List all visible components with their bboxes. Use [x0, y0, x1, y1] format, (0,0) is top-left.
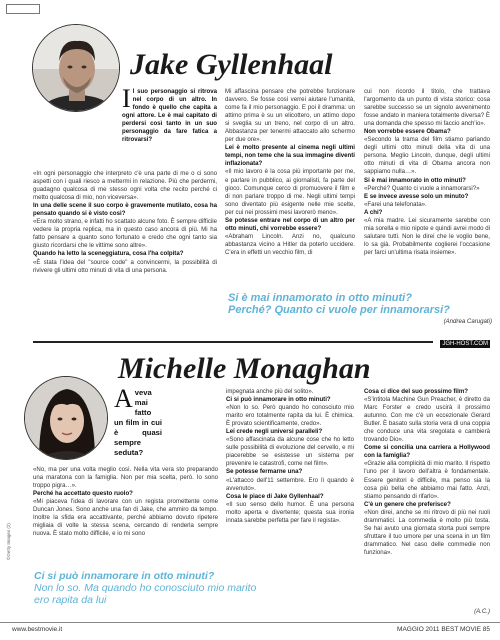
- interview-question: Lei è molto presente al cinema negli ultimi tempi, non teme che la sua immagine diventi inflazionata?: [225, 144, 355, 168]
- interview-answer: «Il mio lavoro è la cosa più importante per me, e parlare in pubblico, ai giornalisti, fa parte del gioco. Comunque cerco di promuovere il film e di non parlare troppo di me. Negli ultimi tempi sono diventato più esigente nelle mie scelte, per cui nei prossimi mesi lavorerò meno».: [225, 168, 355, 216]
- michelle-signature: (A.C.): [474, 608, 490, 615]
- interview-answer: «Secondo la trama del film stiamo parlando degli ultimi otto minuti della vita di una persona. Meglio Lincoln, dunque, degli ultimi otto minuti di vita di Obama ancora non sappiamo nulla…».: [364, 136, 490, 176]
- michelle-column-2: [226, 388, 354, 568]
- footer-rule: [0, 622, 500, 623]
- jake-pullquote-line2: Perché? Quanto ci vuole per innamorarsi?: [228, 304, 450, 316]
- interview-question: Perché ha accettato questo ruolo?: [33, 490, 133, 498]
- jake-signature: (Andrea Carugati): [443, 318, 492, 325]
- interview-question: Come si concilia una carriera a Hollywood con la famiglia?: [364, 444, 490, 460]
- jake-name-title: Jake Gyllenhaal: [130, 48, 333, 81]
- interview-question: Se potesse entrare nel corpo di un altro per otto minuti, chi vorrebbe essere?: [225, 216, 355, 232]
- michelle-pullquote: [34, 570, 354, 606]
- interview-answer: «Non lo so. Però quando ho conosciuto mio marito ero totalmente rapita da lui. È chimica. È provato scientificamente, credo».: [226, 404, 354, 428]
- interview-question: Cosa ci dice del suo prossimo film?: [364, 388, 468, 395]
- interview-question: Si è mai innamorato in otto minuti?: [364, 176, 466, 184]
- interview-question: Cosa le piace di Jake Gyllenhaal?: [226, 492, 324, 500]
- michelle-column-1: [33, 466, 218, 570]
- interview-answer: «Perché? Quanto ci vuole a innamorarsi?»: [364, 184, 480, 192]
- interview-question: Quando ha letto la sceneggiatura, cosa l'ha colpita?: [33, 250, 184, 258]
- jake-column-1-body: [33, 170, 217, 336]
- interview-answer: «S'intitola Machine Gun Preacher, è diretto da Marc Forster e credo uscirà il prossimo autunno. Con me c'è un eccezionale Gerard Butler. È basato sulla storia vera di una coppia che conduce una vita sregolata e cambierà trovando Dio».: [364, 396, 490, 444]
- michelle-name-title: Michelle Monaghan: [118, 352, 371, 385]
- interview-answer: impegnata anche più del solito».: [226, 388, 314, 395]
- jake-column-2: [225, 88, 355, 288]
- interview-question: Ci si può innamorare in otto minuti?: [226, 396, 331, 404]
- interview-answer: «Era molto strano, e infatti ho scattato alcune foto. È sempre difficile vedere la propria replica, ma in questo caso ancora di più. Mi ha fatto pensare a quanto sono fortunato e credo che ogni tanto sia giusto ricordarsi che le vittime sono altre».: [33, 218, 217, 250]
- interview-answer: «Abraham Lincoln. Anzi no, qualcuno abbastanza vicino a Hitler da poterlo uccidere. C'era in effetti un vecchio film, di: [225, 232, 355, 256]
- interview-question: C'è un genere che preferisce?: [364, 500, 451, 508]
- jake-pullquote: [228, 292, 488, 316]
- photo-credit: ©Getty Images (2): [6, 523, 11, 560]
- footer-website[interactable]: www.bestmovie.it: [12, 626, 63, 633]
- interview-answer: «Sono affascinata da alcune cose che ho letto sulle possibilità di evoluzione del cervello, e mi piacerebbe se esistesse un sistema per prevenire le catastrofi, come nel film».: [226, 436, 354, 468]
- interview-answer: «Grazie alla complicità di mio marito. Il rispetto l'uno per il lavoro dell'altra è fondamentale. Essere genitori è difficile, ma penso sia la cosa più bella che abbiamo mai fatto. Anzi, stiamo pensando di rifarlo».: [364, 460, 490, 500]
- corner-box: [6, 4, 40, 14]
- site-watermark: JGH-HOST.COM: [442, 341, 488, 347]
- jake-column-1: [122, 88, 217, 144]
- michelle-dropcap: A: [114, 388, 133, 413]
- michelle-pullquote-line1: Ci si può innamorare in otto minuti?: [34, 570, 215, 582]
- interview-answer: «Mi piaceva l'idea di lavorare con un regista promettente come Duncan Jones. Sono anche una fan di Jake, che ammiro da tempo. Inoltre la sfida era accattivante, perché abbiamo dovuto ripetere migliaia di volte la stessa scena, cercando di renderla sempre nuova. È stato molto difficile, e io mi sono: [33, 498, 218, 538]
- jake-column-3: [364, 88, 490, 314]
- interview-question: E se invece avesse solo un minuto?: [364, 192, 469, 200]
- michelle-pullquote-line3: ero rapita da lui: [34, 594, 107, 606]
- jake-dropcap: I: [122, 88, 131, 113]
- interview-question: In una delle scene il suo corpo è gravemente mutilato, cosa ha pensato quando si è visto così?: [33, 202, 217, 218]
- michelle-pullquote-line2: Non lo so. Ma quando ho conosciuto mio marito: [34, 582, 257, 594]
- michelle-column-3: [364, 388, 490, 618]
- michelle-intro: [114, 388, 162, 458]
- interview-question: A chi?: [364, 208, 383, 216]
- interview-question: Lei crede negli universi paralleli?: [226, 428, 323, 436]
- interview-answer: cui non ricordo il titolo, che trattava l'argomento da un punto di vista storico: cosa sarebbe successo se un signolo avvenimento fosse andato in maniera totalmente diversa? È una domanda che spesso mi faccio anch'io».: [364, 88, 490, 128]
- michelle-portrait: [24, 376, 108, 460]
- interview-answer: «No, ma per una volta meglio così. Nella vita vera sto preparando una maratona con la famiglia. Non per mia scelta, però. Io sono troppo pigra…».: [33, 466, 218, 490]
- michelle-intro-question: veva mai fatto un film in cui è quasi sempre seduta?: [114, 388, 162, 457]
- interview-answer: «L'attacco dell'11 settembre. Ero lì quando è avvenuto».: [226, 476, 354, 492]
- interview-answer: «Non direi, anche se mi ritrovo di più nei ruoli drammatici. La commedia è molto più tosta. Se hai avuto una giornata storta puoi sempre sfruttare il tuo umore per una scena in un film drammatico. Nel caso delle commedie non funziona».: [364, 508, 490, 556]
- section-divider: [33, 341, 433, 343]
- jake-intro-question: l suo personaggio si ritrova nel corpo di un altro. In fondo è quello che capita a ogni attore. Le è mai capitato di perdersi così tanto in un suo personaggio da fare fatica a ritrovarsi?: [122, 88, 217, 144]
- interview-answer: «È stata l'idea del "source code" a convincermi, la possibilità di rivivere gli ultimi otto minuti di vita di una persona.: [33, 258, 217, 274]
- interview-answer: «Farei una telefonata».: [364, 200, 427, 208]
- jake-pullquote-line1: Si è mai innamorato in otto minuti?: [228, 292, 412, 304]
- interview-answer: Mi affascina pensare che potrebbe funzionare davvero. Se fosse così verrei aiutare l'umanità, come fa il mio personaggio. E poi il dramma: un attimo prima è su un elicottero, un attimo dopo si sveglia su un treno, nel corpo di un altro. Abbastanza per tenermi attaccato allo schermo per due ore».: [225, 88, 355, 144]
- footer-page-info: MAGGIO 2011 BEST MOVIE 85: [397, 626, 490, 633]
- interview-question: Non vorrebbe essere Obama?: [364, 128, 451, 136]
- interview-answer: «Il suo senso dello humor. È una persona molto aperta e divertente; questa sua ironia innata sarebbe perfetta per fare il regista».: [226, 500, 354, 524]
- interview-question: Se potesse fermarne una?: [226, 468, 303, 476]
- interview-answer: «A mia madre. Lei sicuramente sarebbe con mia sorella e mio nipote e quindi avrei modo di salutare tutti. Non le direi che le voglio bene, lo sa già. Probabilmente coglierei l'occasione per farci un'ultima risata insieme».: [364, 216, 490, 256]
- jake-portrait: [32, 24, 120, 112]
- interview-answer: «In ogni personaggio che interpreto c'è una parte di me o ci sono aspetti con i quali riesco a mettermi in relazione. Più che perdermi, guadagno qualcosa di me stesso ogni volta che recito perché ci metto qualcosa di mio, non viceversa».: [33, 170, 217, 202]
